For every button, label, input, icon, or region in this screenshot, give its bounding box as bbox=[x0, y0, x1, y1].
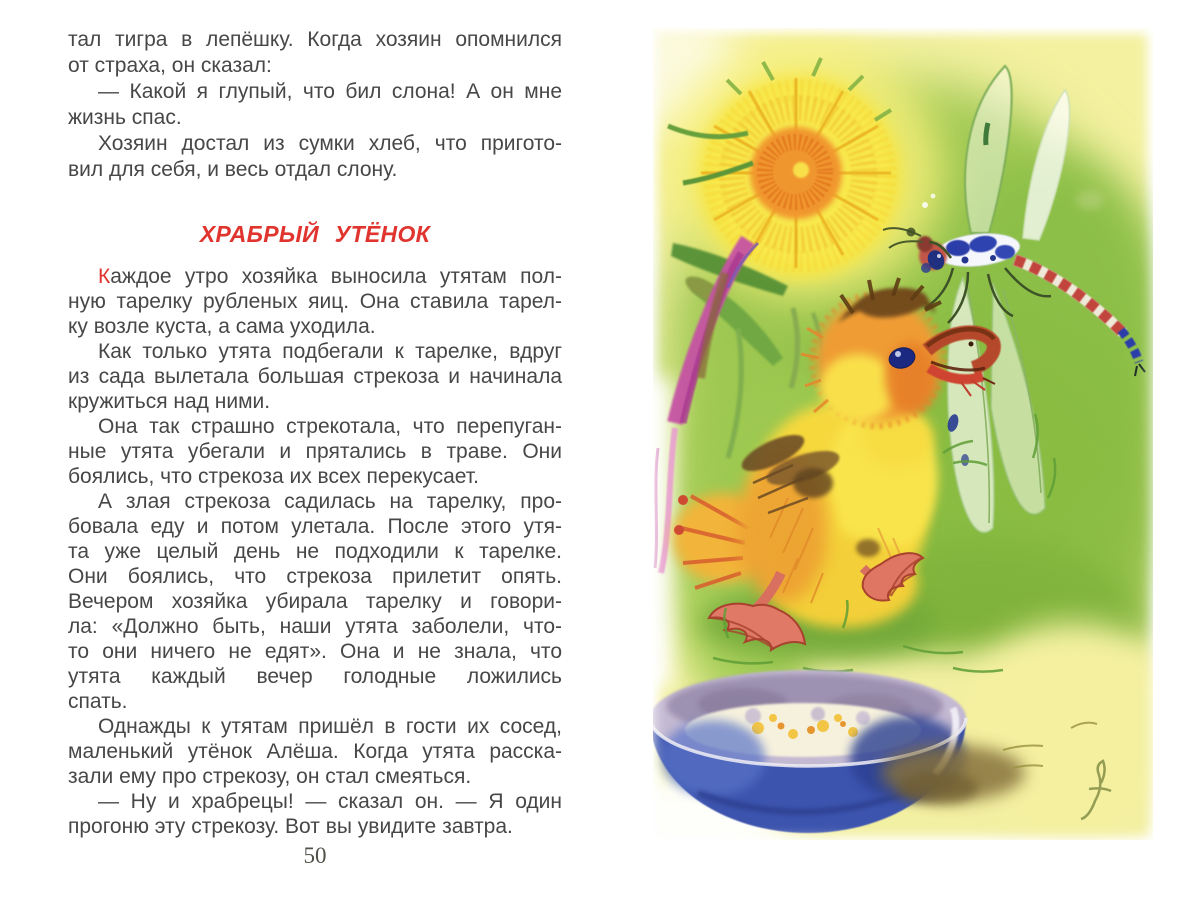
text-line bbox=[68, 264, 562, 289]
story-illustration bbox=[653, 28, 1153, 840]
text-line: Она так страшно стрекотала, что перепуган- bbox=[98, 415, 562, 438]
text-line: Хозяин достал из сумки хлеб, что пригото- bbox=[98, 132, 562, 155]
text-line: бовала еду и потом улетала. После этого утя- bbox=[68, 515, 562, 538]
text-line: Вечером хозяйка убирала тарелку и говори- bbox=[68, 590, 562, 613]
text-line: Однажды к утятам пришёл в гости их сосед, bbox=[98, 715, 562, 738]
text-run: аждое утро хозяйка выносила утятам пол- bbox=[110, 265, 562, 288]
text-line: А злая стрекоза садилась на тарелку, про- bbox=[98, 490, 562, 513]
text-line: тал тигра в лепёшку. Когда хозяин опомнился bbox=[68, 28, 562, 51]
text-line: вил для себя, и весь отдал слону. bbox=[68, 158, 398, 181]
text-line: Они боялись, что стрекоза прилетит опять. bbox=[68, 565, 562, 588]
text-line: ку возле куста, а сама уходила. bbox=[68, 315, 376, 338]
text-line: ла: «Должно быть, наши утята заболели, что- bbox=[68, 615, 562, 638]
text-line: боялись, что стрекоза их всех перекусает. bbox=[68, 465, 479, 488]
page-number: 50 bbox=[303, 843, 327, 868]
story-text bbox=[68, 264, 562, 839]
text-line: утята каждый вечер голодные ложились bbox=[68, 665, 562, 688]
text-line: — Какой я глупый, что бил слона! А он мне bbox=[98, 80, 562, 103]
text-line: кружиться над ними. bbox=[68, 390, 271, 413]
text-line: ную тарелку рубленых яиц. Она ставила тарел- bbox=[68, 290, 562, 313]
text-line: от страха, он сказал: bbox=[68, 54, 272, 77]
text-line: маленький утёнок Алёша. Когда утята расска- bbox=[68, 740, 562, 763]
text-line: из сада вылетала большая стрекоза и начинала bbox=[68, 365, 562, 388]
drop-cap: К bbox=[98, 265, 111, 288]
text-line: та уже целый день не подходили к тарелке. bbox=[68, 540, 562, 563]
story-title: ХРАБРЫЙ УТЁНОК bbox=[199, 221, 431, 247]
text-line: спать. bbox=[68, 690, 128, 713]
text-line: зали ему про стрекозу, он стал смеяться. bbox=[68, 765, 472, 788]
text-line: Как только утята подбегали к тарелке, вдруг bbox=[98, 340, 562, 363]
text-line: то они ничего не едят». Она и не знала, что bbox=[68, 640, 562, 663]
text-line: жизнь спас. bbox=[68, 106, 182, 129]
text-line: ные утята убегали и прятались в траве. Они bbox=[68, 440, 562, 463]
text-line: — Ну и храбрецы! — сказал он. — Я один bbox=[98, 790, 562, 813]
text-line: прогоню эту стрекозу. Вот вы увидите завтра. bbox=[68, 815, 513, 838]
left-page-text bbox=[68, 27, 562, 183]
